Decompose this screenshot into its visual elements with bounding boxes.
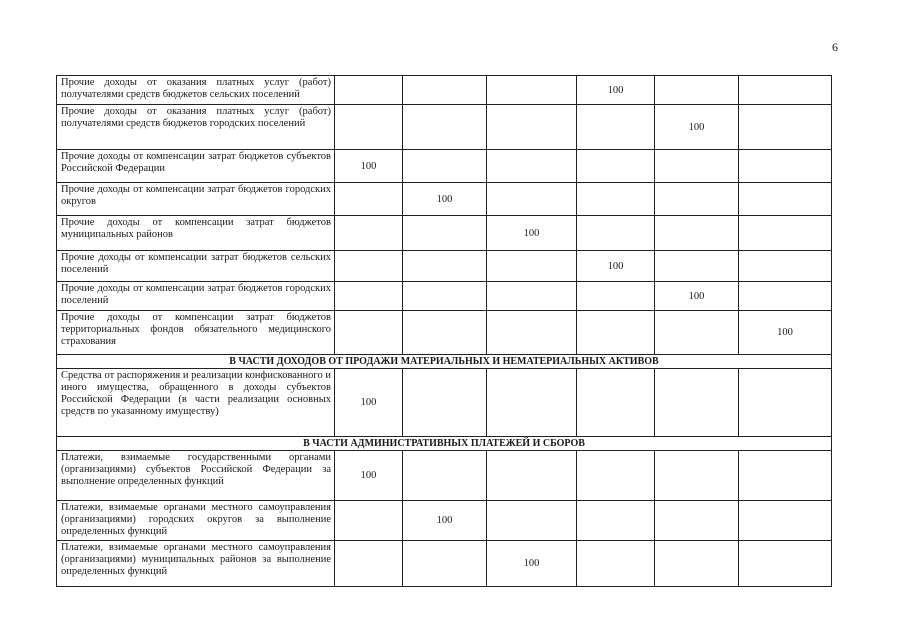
share-cell-col-6	[739, 105, 832, 150]
revenue-description: Прочие доходы от компенсации затрат бюджетов муниципальных районов	[57, 216, 335, 251]
share-cell-col-4	[577, 216, 655, 251]
share-cell-col-5	[655, 183, 739, 216]
table-row	[57, 311, 832, 355]
share-cell-col-5	[655, 501, 739, 541]
section-header-row	[57, 355, 832, 369]
share-cell-col-4	[577, 150, 655, 183]
share-cell-col-3	[487, 150, 577, 183]
share-cell-col-1	[335, 282, 403, 311]
table-row	[57, 105, 832, 150]
share-cell-col-5	[655, 451, 739, 501]
share-cell-col-3	[487, 183, 577, 216]
share-cell-col-1	[335, 501, 403, 541]
share-cell-col-1: 100	[335, 451, 403, 501]
share-cell-col-2	[403, 541, 487, 587]
table-row	[57, 251, 832, 282]
share-cell-col-4	[577, 105, 655, 150]
share-cell-col-3	[487, 105, 577, 150]
share-cell-col-6	[739, 541, 832, 587]
share-cell-col-3	[487, 451, 577, 501]
budget-revenue-table	[56, 75, 832, 587]
share-cell-col-3	[487, 311, 577, 355]
share-cell-col-5	[655, 311, 739, 355]
share-cell-col-1	[335, 105, 403, 150]
share-cell-col-1	[335, 311, 403, 355]
share-cell-col-5: 100	[655, 105, 739, 150]
share-cell-col-2	[403, 369, 487, 437]
share-cell-col-6	[739, 76, 832, 105]
share-cell-col-6	[739, 451, 832, 501]
table-body	[57, 76, 832, 587]
revenue-description: Средства от распоряжения и реализации конфискованного и иного имущества, обращенного в доходы субъектов Российской Федерации (в части реализации основных средств по указанному имуществу)	[57, 369, 335, 437]
table-row	[57, 541, 832, 587]
share-cell-col-6	[739, 369, 832, 437]
share-cell-col-2: 100	[403, 183, 487, 216]
revenue-description: Прочие доходы от оказания платных услуг (работ) получателями средств бюджетов городских поселений	[57, 105, 335, 150]
share-cell-col-4: 100	[577, 76, 655, 105]
share-cell-col-6: 100	[739, 311, 832, 355]
share-cell-col-4	[577, 183, 655, 216]
share-cell-col-3: 100	[487, 541, 577, 587]
share-cell-col-2	[403, 216, 487, 251]
share-cell-col-6	[739, 150, 832, 183]
share-cell-col-1: 100	[335, 150, 403, 183]
revenue-description: Платежи, взимаемые органами местного самоуправления (организациями) городских округов за выполнение определенных функций	[57, 501, 335, 541]
share-cell-col-3	[487, 369, 577, 437]
share-cell-col-5	[655, 541, 739, 587]
share-cell-col-2	[403, 76, 487, 105]
share-cell-col-6	[739, 282, 832, 311]
share-cell-col-6	[739, 216, 832, 251]
section-header: В ЧАСТИ ДОХОДОВ ОТ ПРОДАЖИ МАТЕРИАЛЬНЫХ И НЕМАТЕРИАЛЬНЫХ АКТИВОВ	[57, 355, 832, 369]
share-cell-col-4	[577, 541, 655, 587]
share-cell-col-5	[655, 369, 739, 437]
section-header-row	[57, 437, 832, 451]
share-cell-col-3	[487, 76, 577, 105]
share-cell-col-5	[655, 150, 739, 183]
share-cell-col-2	[403, 451, 487, 501]
share-cell-col-5	[655, 251, 739, 282]
table-row	[57, 216, 832, 251]
table-row	[57, 183, 832, 216]
share-cell-col-6	[739, 251, 832, 282]
share-cell-col-2	[403, 150, 487, 183]
share-cell-col-1	[335, 541, 403, 587]
share-cell-col-2	[403, 105, 487, 150]
table-row	[57, 451, 832, 501]
share-cell-col-5: 100	[655, 282, 739, 311]
table-row	[57, 501, 832, 541]
revenue-description: Прочие доходы от компенсации затрат бюджетов городских поселений	[57, 282, 335, 311]
share-cell-col-4	[577, 451, 655, 501]
share-cell-col-2	[403, 251, 487, 282]
share-cell-col-3	[487, 251, 577, 282]
revenue-description: Прочие доходы от компенсации затрат бюджетов субъектов Российской Федерации	[57, 150, 335, 183]
page-number: 6	[832, 40, 838, 54]
table-row	[57, 150, 832, 183]
share-cell-col-2: 100	[403, 501, 487, 541]
share-cell-col-1	[335, 216, 403, 251]
revenue-description: Прочие доходы от компенсации затрат бюджетов территориальных фондов обязательного медицинского страхования	[57, 311, 335, 355]
share-cell-col-4	[577, 501, 655, 541]
table-row	[57, 76, 832, 105]
share-cell-col-3: 100	[487, 216, 577, 251]
share-cell-col-6	[739, 501, 832, 541]
share-cell-col-1: 100	[335, 369, 403, 437]
share-cell-col-1	[335, 76, 403, 105]
share-cell-col-2	[403, 282, 487, 311]
revenue-description: Прочие доходы от компенсации затрат бюджетов сельских поселений	[57, 251, 335, 282]
share-cell-col-4	[577, 282, 655, 311]
revenue-description: Прочие доходы от компенсации затрат бюджетов городских округов	[57, 183, 335, 216]
revenue-description: Прочие доходы от оказания платных услуг (работ) получателями средств бюджетов сельских поселений	[57, 76, 335, 105]
share-cell-col-3	[487, 282, 577, 311]
share-cell-col-5	[655, 76, 739, 105]
revenue-description: Платежи, взимаемые государственными органами (организациями) субъектов Российской Федерации за выполнение определенных функций	[57, 451, 335, 501]
share-cell-col-1	[335, 251, 403, 282]
table-row	[57, 369, 832, 437]
share-cell-col-5	[655, 216, 739, 251]
share-cell-col-4	[577, 311, 655, 355]
share-cell-col-3	[487, 501, 577, 541]
table-row	[57, 282, 832, 311]
revenue-description: Платежи, взимаемые органами местного самоуправления (организациями) муниципальных районов за выполнение определенных функций	[57, 541, 335, 587]
share-cell-col-6	[739, 183, 832, 216]
share-cell-col-4: 100	[577, 251, 655, 282]
share-cell-col-1	[335, 183, 403, 216]
section-header: В ЧАСТИ АДМИНИСТРАТИВНЫХ ПЛАТЕЖЕЙ И СБОРОВ	[57, 437, 832, 451]
share-cell-col-2	[403, 311, 487, 355]
share-cell-col-4	[577, 369, 655, 437]
